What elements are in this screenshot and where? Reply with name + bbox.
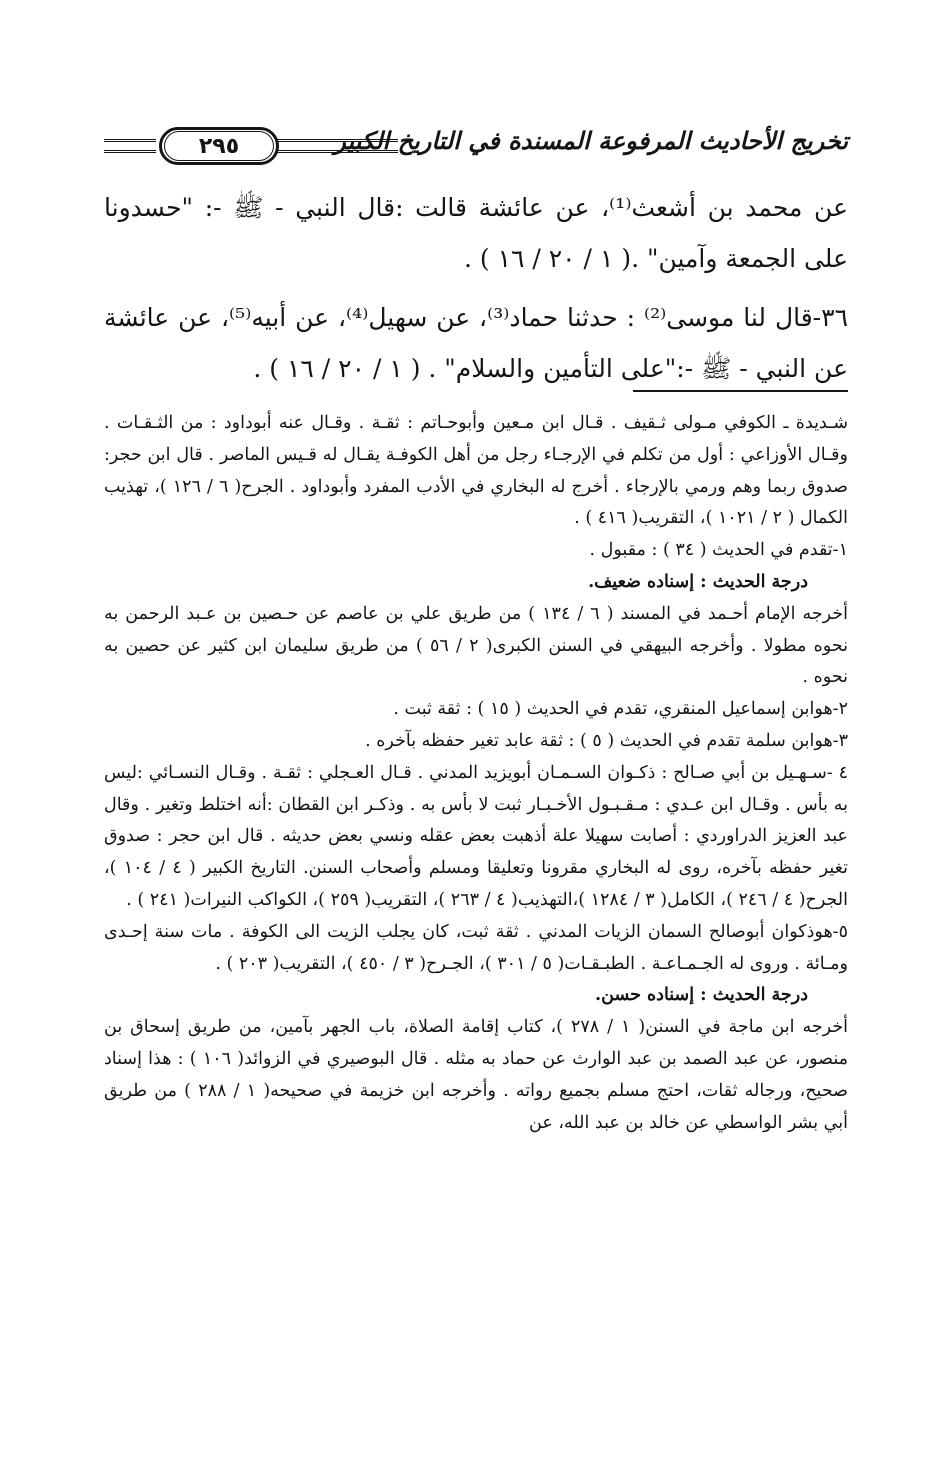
book-title: تخريج الأحاديث المرفوعة المسندة في التاريخ الكبير — [334, 126, 848, 155]
footnote-divider — [633, 390, 848, 392]
footnote: ١-تقدم في الحديث ( ٣٤ ) : مقبول . — [589, 540, 848, 561]
main-text — [104, 182, 848, 394]
footnote: ٣-هوابن سلمة تقدم في الحديث ( ٥ ) : ثقة عابد تغير حفظه بآخره . — [365, 730, 848, 751]
footnote: أخرجه الإمام أحـمد في المسند ( ٦ / ١٣٤ ) من طريق علي بن عاصم عن حـصين بن عـبد الرحمن به نحوه مطولا . وأخرجه البيهقي في السنن الكبرى( ٢ / ٥٦ ) من طريق سليمان ابن كثير عن حصين به نحوه . — [104, 603, 849, 688]
grading-heading: درجة الحديث : إسناده ضعيف. — [588, 571, 808, 592]
footnote: ٥-هوذكوان أبوصالح السمان الزيات المدني . ثقة ثبت، كان يجلب الزيت الى الكوفة . مات سنة إحـدى ومـائة . وروى له الجـمـاعـة . الطبـقـات( ٥ / ٣٠١ )، الجـرح( ٣ / ٤٥٠ )، التقريب( ٢٠٣ ) . — [104, 921, 848, 974]
page-number-badge — [159, 127, 279, 165]
footnote: شـديدة ـ الكوفي مـولى ثـقيف . قـال ابن مـعين وأبوحـاتم : ثقـة . وقـال عنه أبوداود : من الثـقـات . وقـال الأوزاعي : أول من تكلم في الإرجـاء رجل من أهل الكوفـة يقـال له قـيس الماصر . قال ابن حجر: صدوق ربما وهم ورمي بالإرجاء . أخرج له البخاري في الأدب المفرد وأبوداود . الجرح( ٦ / ١٢٦ )، تهذيب الكمال ( ٢ / ١٠٢١ )، التقريب( ٤١٦ ) . — [104, 413, 849, 529]
grading-heading: درجة الحديث : إسناده حسن. — [595, 985, 808, 1006]
header-rule — [104, 139, 156, 142]
footnote: ٤ -سـهـيل بن أبي صـالح : ذكـوان السـمـان أبويزيد المدني . قـال العـجلي : ثقـة . وقـال النسـائي :ليس به بأس . وقـال ابن عـدي : مـقـبـول الأخـبـار ثبت لا بأس به . وذكـر ابن القطان :أنه اختلط وتغير . وقال عبد العزيز الدراوردي : أصابت سهيلا علة أذهبت بعض عقله ونسي بعض حديثه . قال ابن حجر : صدوق تغير حفظه بآخره، روى له البخاري مقرونا وتعليقا ومسلم وأصحاب السنن. التاريخ الكبير ( ٤ / ١٠٤ )، الجرح( ٤ / ٢٤٦ )، الكامل( ٣ / ١٢٨٤ )،التهذيب( ٤ / ٢٦٣ )، التقريب( ٢٥٩ )، الكواكب النيرات( ٢٤١ ) . — [104, 762, 848, 910]
hadith-paragraph: عن محمد بن أشعث⁽¹⁾، عن عائشة قالت :قال النبي - ﷺ -: "حسدونا على الجمعة وآمين" .( ١ / ٢٠ / ١٦ ) . — [104, 193, 848, 273]
page-header — [104, 120, 848, 170]
page-number: ٢٩٥ — [164, 131, 274, 161]
footnotes — [104, 408, 848, 1139]
header-rule — [104, 150, 156, 153]
footnote: ٢-هوابن إسماعيل المنقري، تقدم في الحديث ( ١٥ ) : ثقة ثبت . — [393, 699, 848, 720]
hadith-paragraph: ٣٦-قال لنا موسى⁽²⁾ : حدثنا حماد⁽³⁾، عن سهيل⁽⁴⁾، عن أبيه⁽⁵⁾، عن عائشة عن النبي - ﷺ -:"على التأمين والسلام" . ( ١ / ٢٠ / ١٦ ) . — [104, 303, 848, 383]
footnote: أخرجه ابن ماجة في السنن( ١ / ٢٧٨ )، كتاب إقامة الصلاة، باب الجهر بآمين، من طريق إسحاق بن منصور، عن عبد الصمد بن عبد الوارث عن حماد به مثله . قال البوصيري في الزوائد( ١٠٦ ) : هذا إسناد صحيح، ورجاله ثقات، احتج مسلم بجميع رواته . وأخرجه ابن خزيمة في صحيحه( ١ / ٢٨٨ ) من طريق أبي بشر الواسطي عن خالد بن عبد الله، عن — [104, 1017, 849, 1133]
